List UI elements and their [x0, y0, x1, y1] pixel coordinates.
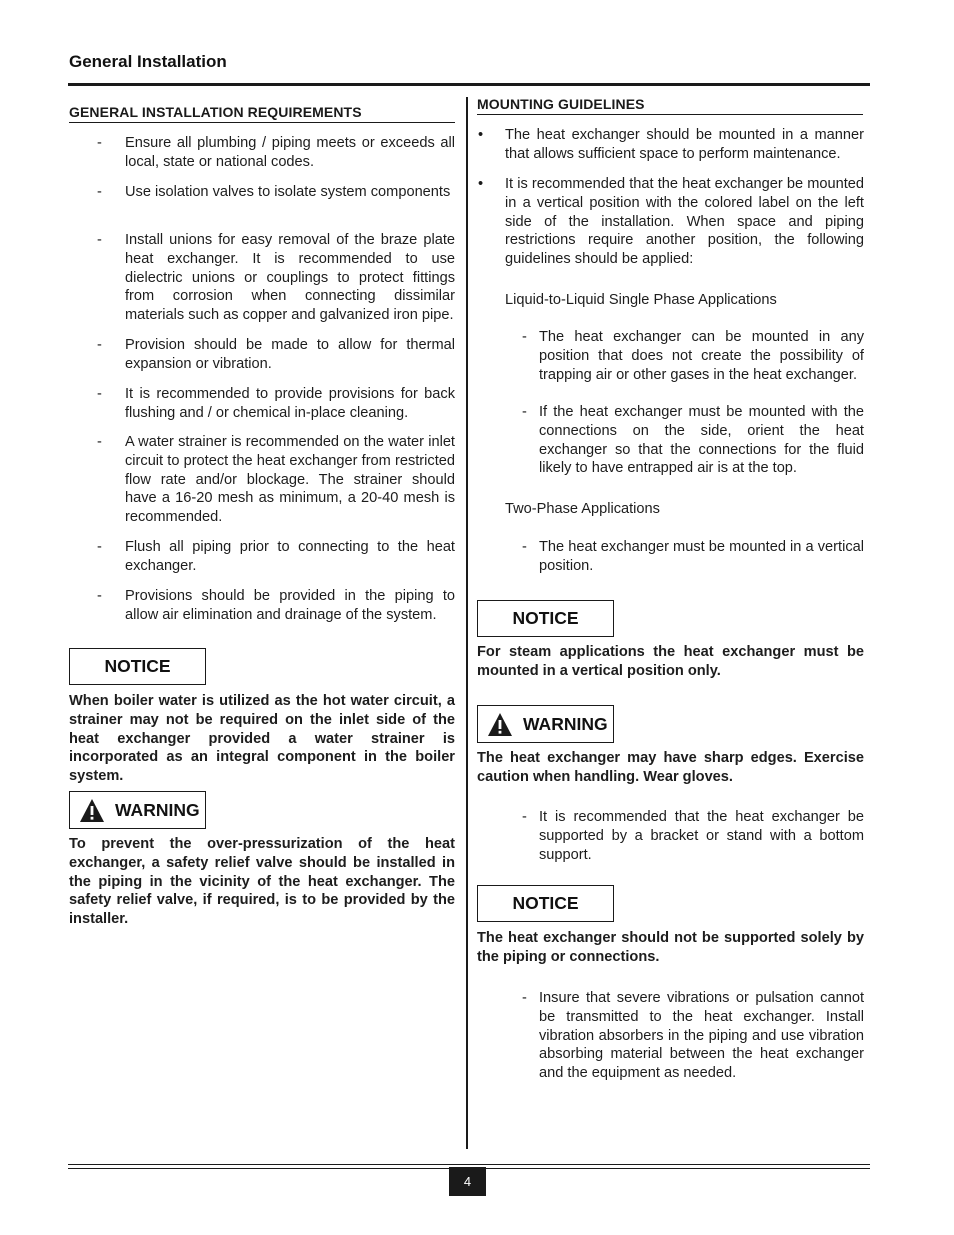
- dash-marker: -: [97, 337, 102, 353]
- subheading: Two-Phase Applications: [505, 501, 660, 517]
- warning-label: WARNING: [115, 799, 200, 820]
- notice-label: NOTICE: [477, 885, 614, 922]
- dash-marker: -: [97, 434, 102, 450]
- notice-label: NOTICE: [477, 600, 614, 637]
- footer-rule: [68, 1164, 870, 1165]
- dash-marker: -: [97, 135, 102, 151]
- list-item: A water strainer is recommended on the water inlet circuit to protect the heat exchanger from restricted flow rate and/or blockage. The strainer should have a 16-20 mesh as minimum, a 20-40 mesh is recommended.: [125, 434, 455, 526]
- list-item: Flush all piping prior to connecting to the heat exchanger.: [125, 539, 455, 574]
- dash-marker: -: [97, 539, 102, 555]
- list-item: Use isolation valves to isolate system components: [125, 184, 451, 200]
- dash-marker: -: [97, 184, 102, 200]
- warning-triangle-icon: [487, 712, 513, 737]
- list-item: It is recommended to provide provisions for back flushing and / or chemical in-place cleaning.: [125, 386, 455, 421]
- notice-text: For steam applications the heat exchanger must be mounted in a vertical position only.: [477, 644, 864, 679]
- list-item: Insure that severe vibrations or pulsation cannot be transmitted to the heat exchanger. Install vibration absorbers in the piping and use vibration absorbing material between the heat exchanger and the equipment as needed.: [539, 990, 864, 1082]
- page-number: 4: [449, 1167, 486, 1196]
- dash-marker: -: [522, 329, 527, 345]
- notice-text: When boiler water is utilized as the hot water circuit, a strainer may not be required on the inlet side of the heat exchanger provided a water strainer is incorporated as an integral component in the boiler system.: [69, 693, 455, 785]
- warning-triangle-icon: [79, 798, 105, 823]
- header-rule: [68, 83, 870, 86]
- dash-marker: -: [522, 990, 527, 1006]
- list-item: The heat exchanger should be mounted in a manner that allows sufficient space to perform maintenance.: [505, 127, 864, 162]
- bullet-marker: •: [478, 176, 484, 192]
- subheading: Liquid-to-Liquid Single Phase Applications: [505, 292, 777, 308]
- warning-box: [69, 791, 206, 829]
- list-item: If the heat exchanger must be mounted with the connections on the side, orient the heat exchanger so that the connections for the fluid likely to have entrapped air is at the top.: [539, 404, 864, 477]
- dash-marker: -: [97, 588, 102, 604]
- dash-marker: -: [522, 539, 527, 555]
- list-item: Ensure all plumbing / piping meets or exceeds all local, state or national codes.: [125, 135, 455, 170]
- column-divider: [466, 97, 468, 1149]
- right-section-title: MOUNTING GUIDELINES: [477, 96, 863, 115]
- list-item: The heat exchanger must be mounted in a vertical position.: [539, 539, 864, 574]
- dash-marker: -: [522, 404, 527, 420]
- list-item: It is recommended that the heat exchanger be mounted in a vertical position with the colored label on the left side of the installation. When space and piping restrictions require another position, the following guidelines should be applied:: [505, 176, 864, 268]
- dash-marker: -: [97, 386, 102, 402]
- left-section-title: GENERAL INSTALLATION REQUIREMENTS: [69, 104, 455, 123]
- page-title: General Installation: [69, 52, 227, 71]
- warning-box: [477, 705, 614, 743]
- list-item: Provisions should be provided in the piping to allow air elimination and drainage of the system.: [125, 588, 455, 623]
- warning-label: WARNING: [523, 713, 608, 734]
- notice-label: NOTICE: [69, 648, 206, 685]
- dash-marker: -: [97, 232, 102, 248]
- warning-text: The heat exchanger may have sharp edges. Exercise caution when handling. Wear gloves.: [477, 750, 864, 785]
- list-item: The heat exchanger can be mounted in any position that does not create the possibility of trapping air or other gases in the heat exchanger.: [539, 329, 864, 383]
- warning-text: To prevent the over-pressurization of the heat exchanger, a safety relief valve should be installed in the piping in the vicinity of the heat exchanger. The safety relief valve, if required, is to be provided by the installer.: [69, 836, 455, 928]
- bullet-marker: •: [478, 127, 484, 143]
- list-item: Provision should be made to allow for thermal expansion or vibration.: [125, 337, 455, 372]
- list-item: It is recommended that the heat exchanger be supported by a bracket or stand with a bottom support.: [539, 809, 864, 863]
- list-item: Install unions for easy removal of the braze plate heat exchanger. It is recommended to use dielectric unions or couplings to protect fittings from corrosion when connecting dissimilar materials such as copper and galvanized iron pipe.: [125, 232, 455, 324]
- dash-marker: -: [522, 809, 527, 825]
- notice-text: The heat exchanger should not be supported solely by the piping or connections.: [477, 930, 864, 965]
